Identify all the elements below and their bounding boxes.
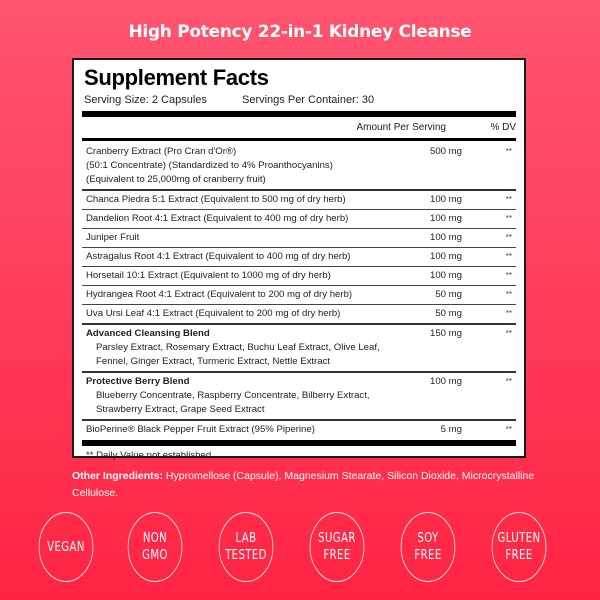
badge-sugar-free	[310, 512, 365, 582]
supplement-facts-panel	[72, 58, 526, 461]
badge-label: SUGAR	[318, 531, 356, 546]
ingredient-dv: **	[505, 252, 512, 261]
ingredient-name: Hydrangea Root 4:1 Extract (Equivalent to 200 mg of dry herb)	[86, 289, 353, 300]
blend-name: Advanced Cleansing Blend	[86, 328, 210, 339]
ingredient-dv: **	[505, 147, 512, 156]
ingredient-amount: 5 mg	[440, 424, 462, 435]
ingredient-name: Uva Ursi Leaf 4:1 Extract (Equivalent to 200 mg of dry herb)	[86, 308, 341, 319]
blend-detail: Fennel, Ginger Extract, Turmeric Extract, Nettle Extract	[96, 356, 331, 367]
badge-vegan	[39, 512, 94, 582]
ingredient-name: Chanca Piedra 5:1 Extract (Equivalent to 500 mg of dry herb)	[86, 194, 346, 205]
ingredient-row	[82, 228, 516, 247]
ingredient-name: Juniper Fruit	[86, 232, 140, 243]
facts-header	[82, 117, 516, 138]
ingredient-row	[82, 304, 516, 323]
badge-soy-free	[401, 512, 456, 582]
badge-label: NON	[142, 531, 168, 546]
ingredient-dv: **	[505, 233, 512, 242]
blend-detail: Strawberry Extract, Grape Seed Extract	[96, 404, 265, 415]
ingredient-dv: **	[505, 195, 512, 204]
ingredient-dv: **	[505, 214, 512, 223]
serving-info	[84, 94, 516, 106]
header-amount: Amount Per Serving	[356, 122, 446, 133]
badge-label: LAB	[235, 531, 257, 546]
ingredient-name: BioPerine® Black Pepper Fruit Extract (95% Piperine)	[86, 424, 315, 435]
ingredient-row	[82, 247, 516, 266]
servings-per-container: Servings Per Container: 30	[242, 94, 375, 106]
header-dv: % DV	[490, 122, 516, 133]
ingredient-row	[82, 209, 516, 228]
blend-name: Protective Berry Blend	[86, 376, 190, 387]
ingredient-name: Horsetail 10:1 Extract (Equivalent to 1000 mg of dry herb)	[86, 270, 331, 281]
badge-label: GMO	[142, 548, 168, 563]
ingredient-amount: 100 mg	[430, 270, 462, 281]
badge-label: GLUTEN	[497, 531, 541, 546]
ingredient-name: Cranberry Extract (Pro Cran d'Or®)	[86, 146, 237, 157]
badge-non-gmo	[128, 512, 183, 582]
blend-detail: Parsley Extract, Rosemary Extract, Buchu Leaf Extract, Olive Leaf,	[96, 342, 380, 353]
other-ingredients	[72, 468, 542, 502]
dv-footnote: ** Daily Value not established	[86, 450, 212, 461]
badge-gluten-free	[492, 512, 547, 582]
ingredient-row	[82, 141, 516, 189]
ingredient-amount: 150 mg	[430, 328, 462, 339]
ingredient-amount: 100 mg	[430, 194, 462, 205]
ingredient-dv: **	[505, 377, 512, 386]
ingredient-row	[82, 189, 516, 209]
ingredient-row	[82, 419, 516, 439]
ingredient-dv: **	[505, 425, 512, 434]
ingredient-amount: 50 mg	[435, 308, 462, 319]
ingredient-amount: 100 mg	[430, 232, 462, 243]
badge-label: TESTED	[225, 548, 267, 563]
ingredient-dv: **	[505, 329, 512, 338]
ingredient-dv: **	[505, 309, 512, 318]
ingredient-name: Dandelion Root 4:1 Extract (Equivalent to 400 mg of dry herb)	[86, 213, 349, 224]
badge-label: VEGAN	[47, 539, 85, 555]
ingredient-row	[82, 323, 516, 371]
badge-label: SOY	[417, 531, 439, 546]
other-ingredients-label: Other Ingredients:	[72, 470, 164, 482]
ingredient-amount: 100 mg	[430, 251, 462, 262]
ingredient-amount: 500 mg	[430, 146, 462, 157]
ingredient-detail: (50:1 Concentrate) (Standardized to 4% Proanthocyanins)	[86, 160, 333, 171]
ingredient-row	[82, 371, 516, 419]
ingredient-row	[82, 266, 516, 285]
badge-label: FREE	[323, 548, 351, 563]
facts-title: Supplement Facts	[84, 65, 269, 90]
ingredient-dv: **	[505, 271, 512, 280]
blend-detail: Blueberry Concentrate, Raspberry Concentrate, Bilberry Extract,	[96, 390, 370, 401]
ingredient-amount: 50 mg	[435, 289, 462, 300]
badge-lab-tested	[219, 512, 274, 582]
serving-size: Serving Size: 2 Capsules	[84, 94, 207, 106]
badge-label: FREE	[414, 548, 442, 563]
ingredient-name: Astragalus Root 4:1 Extract (Equivalent to 400 mg of dry herb)	[86, 251, 351, 262]
ingredient-row	[82, 285, 516, 304]
ingredient-dv: **	[505, 290, 512, 299]
ingredient-amount: 100 mg	[430, 213, 462, 224]
badge-label: FREE	[505, 548, 533, 563]
ingredient-amount: 100 mg	[430, 376, 462, 387]
other-ingredients-text: Hypromellose (Capsule), Magnesium Stearate, Silicon Dioxide, Microcrystalline Cellulose.	[72, 470, 535, 499]
product-headline: High Potency 22-in-1 Kidney Cleanse	[128, 22, 472, 42]
ingredient-detail: (Equivalent to 25,000mg of cranberry fruit)	[86, 174, 266, 185]
